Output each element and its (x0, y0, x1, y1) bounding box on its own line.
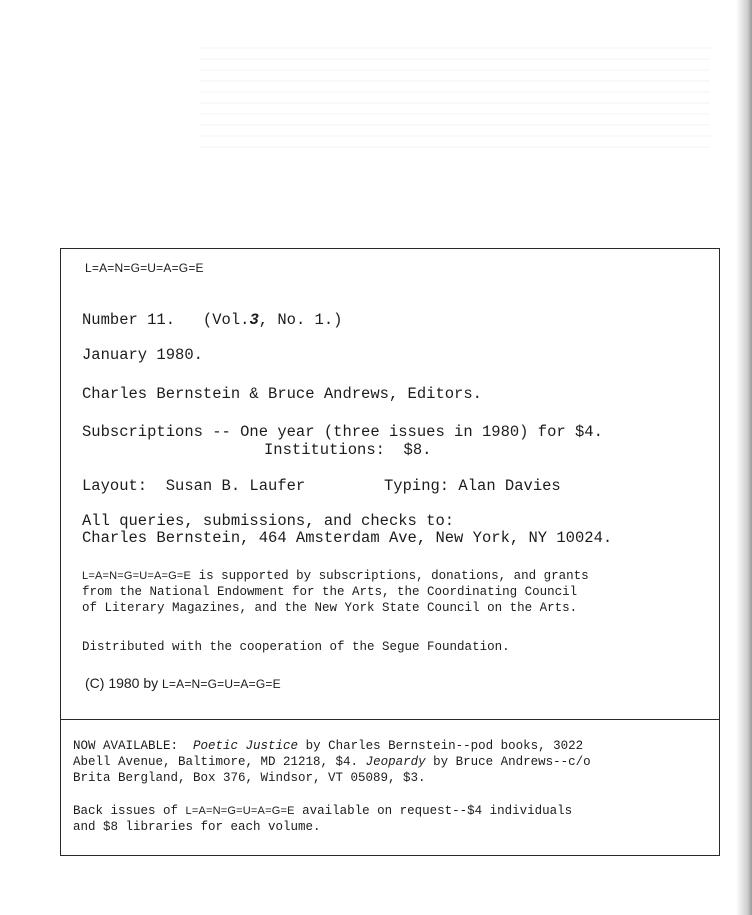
back-issues-masthead: L=A=N=G=U=A=G=E (185, 805, 295, 817)
now-available-lead: NOW AVAILABLE: (73, 739, 194, 753)
now-available-line-2-b: by Bruce Andrews--c/o (425, 755, 591, 769)
issue-line (82, 312, 342, 329)
issue-vol-suffix: , No. 1.) (258, 311, 343, 329)
subscriptions-line-1: Subscriptions -- One year (three issues in 1980) for $4. (82, 423, 603, 441)
issue-vol-number: 3 (249, 311, 259, 329)
queries-line-2: Charles Bernstein, 464 Amsterdam Ave, New York, NY 10024. (82, 529, 613, 547)
now-available-line-1 (73, 739, 583, 754)
support-line-1-rest: is supported by subscriptions, donations, and grants (191, 569, 589, 583)
copyright-line (85, 675, 281, 691)
queries-line-1: All queries, submissions, and checks to: (82, 512, 455, 530)
back-issues-line-1 (73, 804, 572, 819)
section-divider (61, 719, 719, 720)
support-masthead: L=A=N=G=U=A=G=E (82, 570, 192, 582)
distributed-line: Distributed with the cooperation of the Segue Foundation. (82, 640, 510, 654)
back-issues-line-2: and $8 libraries for each volume. (73, 820, 321, 834)
now-available-line-3: Brita Bergland, Box 376, Windsor, VT 05089, $3. (73, 771, 426, 785)
issue-number: Number 11. (82, 311, 176, 329)
back-issues-prefix: Back issues of (73, 804, 186, 818)
support-line-3: of Literary Magazines, and the New York State Council on the Arts. (82, 601, 578, 615)
now-available-line-1-rest: by Charles Bernstein--pod books, 3022 (298, 739, 584, 753)
page-edge-shadow (736, 0, 752, 915)
back-issues-rest: available on request--$4 individuals (294, 804, 573, 818)
issue-vol-prefix: (Vol. (202, 311, 250, 329)
typing-credit: Typing: Alan Davies (384, 477, 561, 495)
masthead: L=A=N=G=U=A=G=E (85, 261, 204, 275)
support-line-1 (82, 569, 589, 584)
subscriptions-line-2: Institutions: $8. (264, 441, 432, 459)
title-poetic-justice: Poetic Justice (193, 739, 299, 753)
now-available-line-2-a: Abell Avenue, Baltimore, MD 21218, $4. (73, 755, 366, 769)
layout-credit: Layout: Susan B. Laufer (82, 477, 306, 495)
bleed-through-text (200, 38, 710, 148)
copyright-masthead: L=A=N=G=U=A=G=E (162, 677, 281, 691)
editors: Charles Bernstein & Bruce Andrews, Editors. (82, 385, 482, 403)
now-available-line-2 (73, 755, 591, 770)
support-line-2: from the National Endowment for the Arts, the Coordinating Council (82, 585, 578, 599)
title-jeopardy: Jeopardy (365, 755, 426, 769)
colophon-box (60, 248, 720, 856)
copyright-prefix: (C) 1980 by (85, 675, 163, 691)
issue-date: January 1980. (82, 346, 203, 364)
